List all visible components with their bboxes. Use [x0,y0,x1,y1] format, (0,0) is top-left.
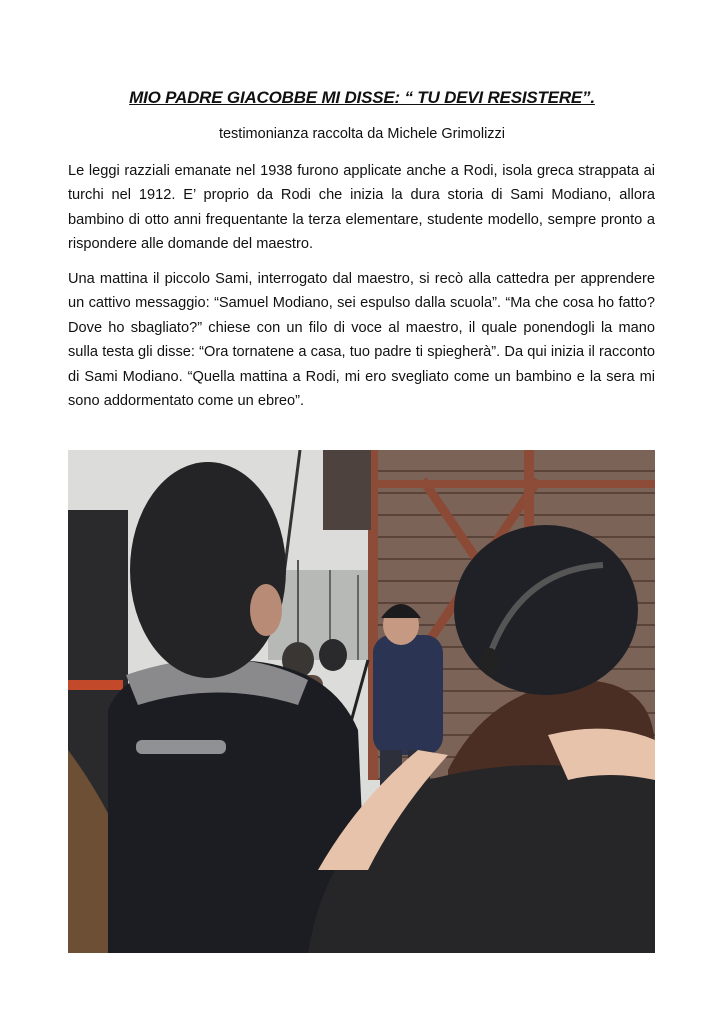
event-photograph [68,450,655,953]
document-title: MIO PADRE GIACOBBE MI DISSE: “ TU DEVI RESISTERE”. [129,88,595,107]
paragraph-1: Le leggi razziali emanate nel 1938 furono applicate anche a Rodi, isola greca strappata ai turchi nel 1912. E’ proprio da Rodi che inizia la dura storia di Sami Modiano, allora bambino di otto anni frequentante la terza elementare, studente modello, sempre pronto a rispondere alle domande del maestro. [68,163,655,253]
document-subtitle: testimonianza raccolta da Michele Grimolizzi [218,126,506,142]
wagon-shadow-side [323,450,371,530]
paragraph-2: Una mattina il piccolo Sami, interrogato dal maestro, si recò alla cattedra per apprendere un cattivo messaggio: “Samuel Modiano, sei espulso dalla scuola”. “Ma che cosa ho fatto? Dove ho sbagliato?” chiese con un filo di voce al maestro, il quale ponendogli la mano sulla testa gli disse: “Ora tornatene a casa, tuo padre ti spiegherà”. Da qui inizia il racconto di Sami Modiano. “Quella mattina a Rodi, mi ero svegliato come un bambino e la sera mi sono addormentato come un ebreo”. [68,271,655,410]
